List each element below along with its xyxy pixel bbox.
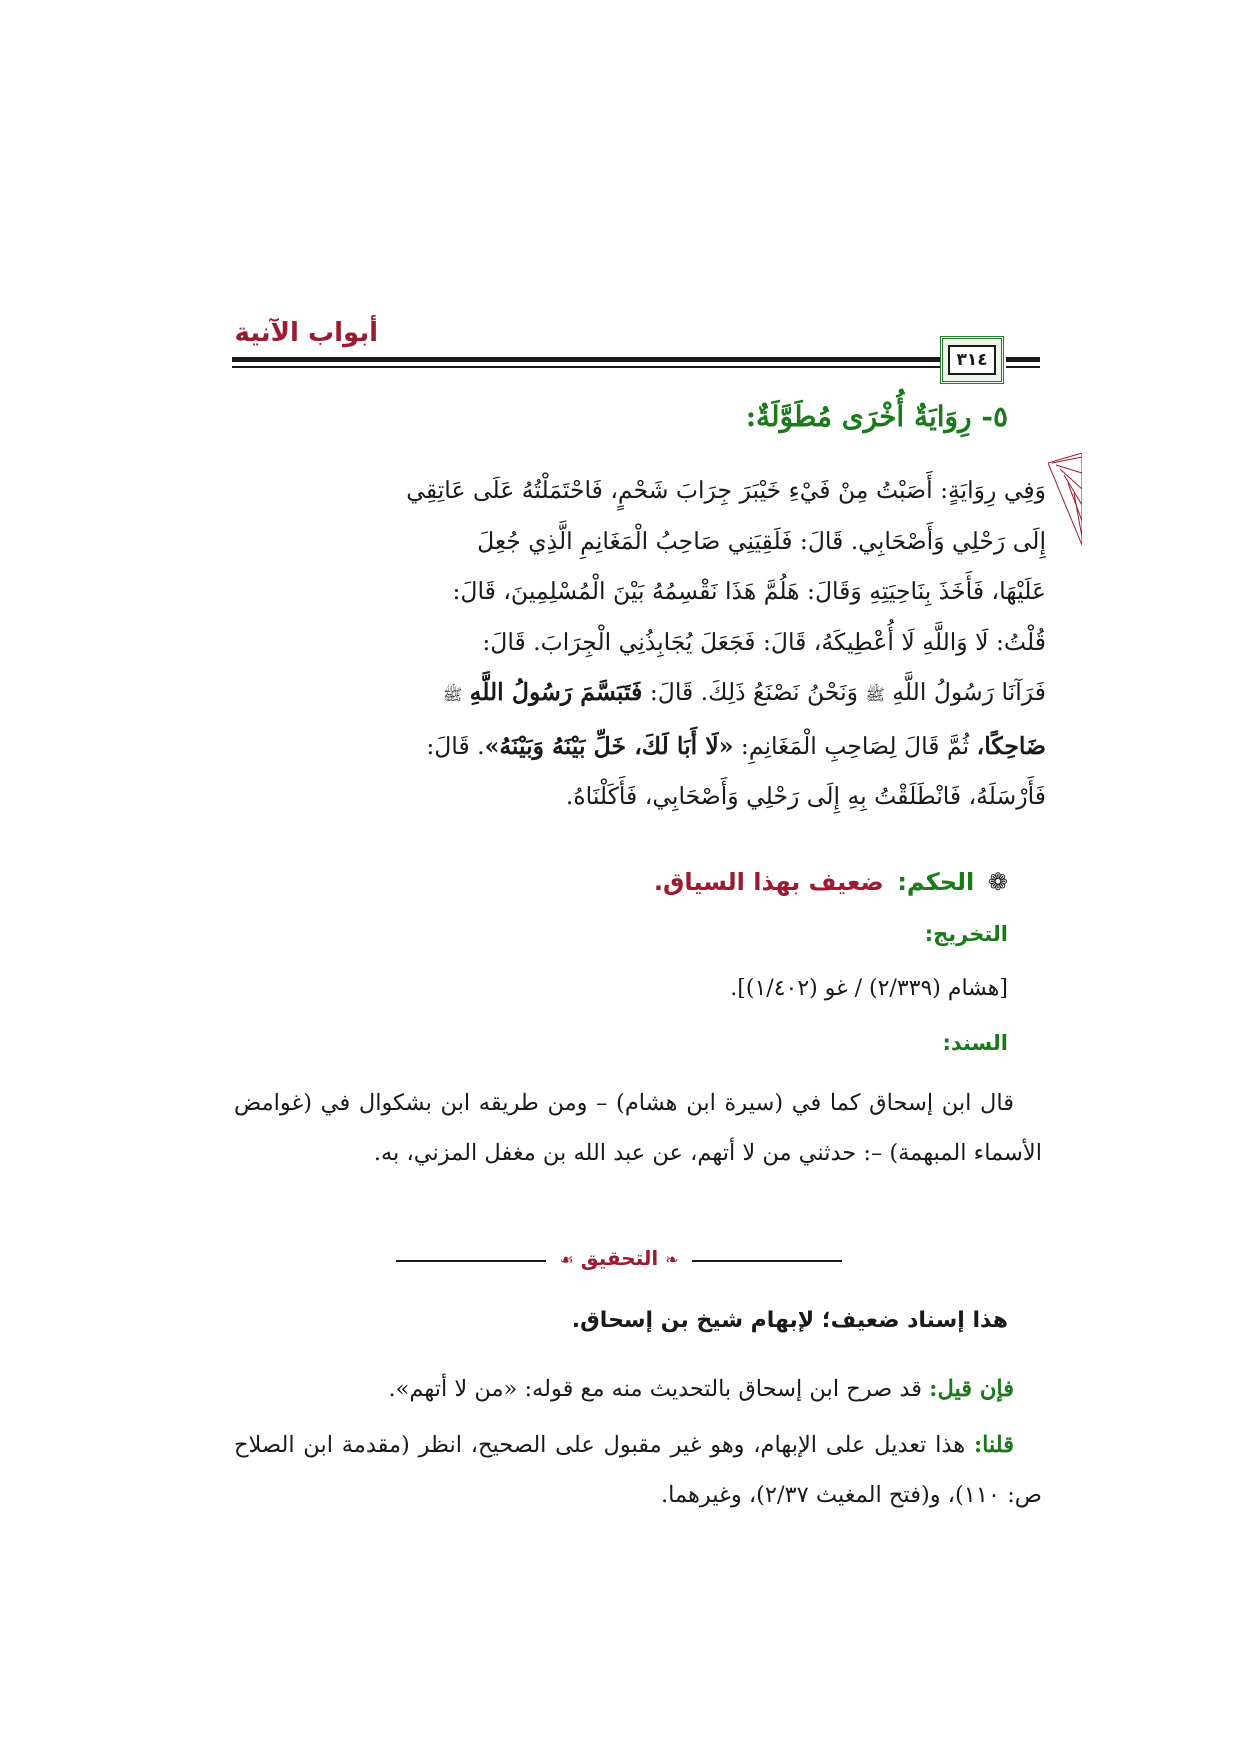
tahqiq-heading — [396, 1246, 842, 1270]
hadith-line: إِلَى رَحْلِي وَأَصْحَابِي. قَالَ: فَلَقِيَنِي صَاحِبُ الْمَغَانِمِ الَّذِي جُعِلَ — [477, 526, 1046, 555]
answer-label: قلنا: — [973, 1432, 1014, 1458]
takhrij-text: [هشام (٢/٣٣٩) / غو (١/٤٠٢)]. — [730, 976, 1008, 1001]
ruling-value: ضعيف بهذا السياق. — [653, 868, 884, 896]
hadith-line: فَأَرْسَلَهُ، فَانْطَلَقْتُ بِهِ إِلَى رَحْلِي وَأَصْحَابِي، فَأَكَلْنَاهُ. — [565, 782, 1046, 810]
objection-text: قد صرح ابن إسحاق بالتحديث منه مع قوله: «من لا أتهم». — [388, 1376, 922, 1402]
hadith-block — [238, 465, 1046, 825]
corner-ornament-icon — [1048, 453, 1082, 545]
ornament-icon: ☙ — [559, 1250, 574, 1269]
objection-label: فإن قيل: — [929, 1376, 1014, 1402]
hadith-bold-phrase: فَتَبَسَّمَ رَسُولُ اللَّهِ — [469, 678, 643, 706]
objection-paragraph — [234, 1364, 1042, 1414]
page-number: ٣١٤ — [948, 345, 996, 375]
header-rule — [1006, 357, 1040, 362]
header-rule — [232, 366, 994, 368]
hadith-line: فَرَآنَا رَسُولُ اللَّهِ — [892, 678, 1046, 706]
tahqiq-label: التحقيق — [580, 1246, 659, 1270]
hadith-text — [238, 465, 1046, 822]
hadith-line: . قَالَ: — [426, 731, 485, 760]
hadith-bold-phrase: ضَاحِكًا، — [976, 731, 1046, 760]
prophet-quote: «لَا أَبَا لَكَ، خَلِّ بَيْنَهُ وَبَيْنَهُ» — [484, 731, 734, 760]
sanad-text: قال ابن إسحاق كما في (سيرة ابن هشام) – ومن طريقه ابن بشكوال في (غوامض الأسماء المبهمة) –: حدثني من لا أتهم، عن عبد الله بن مغفل المزني، به. — [234, 1090, 1042, 1166]
page-number-badge — [940, 336, 1004, 384]
ornament-icon: ❧ — [665, 1250, 679, 1269]
section-heading: ٥- رِوَايَةٌ أُخْرَى مُطَوَّلَةٌ: — [745, 400, 1008, 433]
answer-paragraph — [234, 1420, 1042, 1520]
running-title: أبواب الآنية — [234, 318, 378, 348]
salawat-glyph: ﷺ — [865, 685, 885, 704]
hadith-line: وَفِي رِوَايَةٍ: أَصَبْتُ مِنْ فَيْءِ خَيْبَرَ جِرَابَ شَحْمٍ، فَاحْتَمَلْتُهُ عَلَى عَاتِقِي — [406, 476, 1046, 504]
hadith-line: وَنَحْنُ نَصْنَعُ ذَلِكَ. قَالَ: — [649, 678, 858, 706]
ruling-label: الحكم: — [897, 868, 975, 896]
header-rule — [232, 357, 994, 362]
hadith-line: عَلَيْهَا، فَأَخَذَ بِنَاحِيَتِهِ وَقَالَ: هَلُمَّ هَذَا نَقْسِمُهُ بَيْنَ الْمُسْلِمِينَ، قَالَ: — [452, 577, 1046, 605]
sanad-label: السند: — [942, 1031, 1008, 1055]
flower-ornament-icon: ❁ — [987, 868, 1008, 896]
hadith-line: ثُمَّ قَالَ لِصَاحِبِ الْمَغَانِمِ: — [740, 731, 970, 760]
tahqiq-divider — [396, 1246, 842, 1276]
tahqiq-statement: هذا إسناد ضعيف؛ لإبهام شيخ بن إسحاق. — [571, 1308, 1008, 1333]
ruling-line — [654, 868, 1008, 896]
header-rule — [1006, 366, 1040, 368]
salawat-glyph: ﷺ — [442, 685, 463, 704]
hadith-line: قُلْتُ: لَا وَاللَّهِ لَا أُعْطِيكَهُ، قَالَ: فَجَعَلَ يُجَابِذُنِي الْجِرَابَ. قَالَ: — [482, 627, 1046, 656]
answer-text: هذا تعديل على الإبهام، وهو غير مقبول على الصحيح، انظر (مقدمة ابن الصلاح ص: ١١٠)، و(فتح المغيث ٢/٣٧)، وغيرهما. — [234, 1432, 1042, 1508]
takhrij-label: التخريج: — [924, 922, 1008, 946]
